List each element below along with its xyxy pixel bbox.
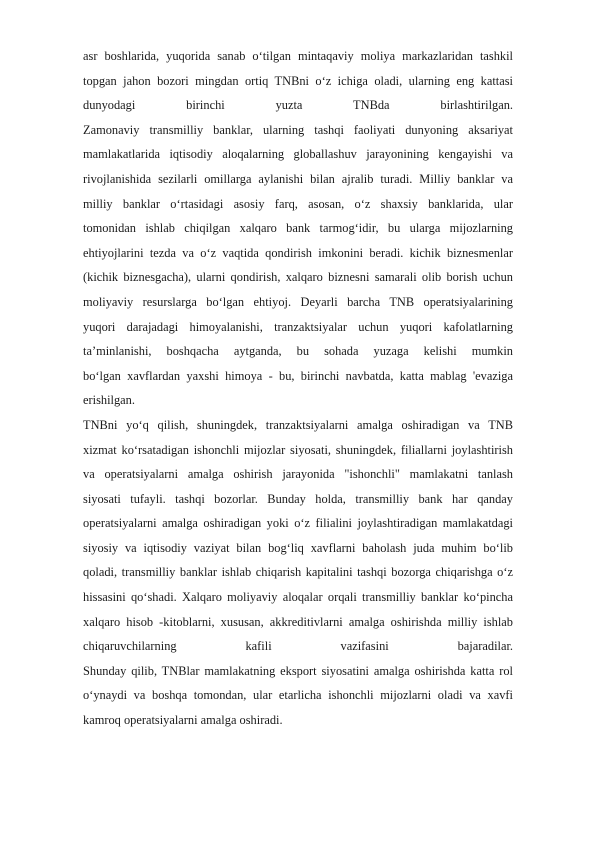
text-line: (kichik biznesgacha), ularni qondirish, xalqaro biznesni samarali olib borish uchun (83, 270, 513, 285)
text-line: qoladi, transmilliy banklar ishlab chiqarish kapitalini tashqi bozorga chiqarishga o‘z (83, 565, 513, 580)
text-line: xalqaro hisob -kitoblarni, xususan, akkreditivlarni amalga oshirishda milliy ishlab (83, 614, 513, 629)
text-line: xizmat ko‘rsatadigan ishonchli mijozlar siyosati, shuningdek, filiallarni joylashtirish (83, 442, 513, 457)
text-line: Shunday qilib, TNBlar mamlakatning eksport siyosatini amalga oshirishda katta rol (83, 663, 513, 678)
text-line: mamlakatlarida iqtisodiy aloqalarning globallashuv jarayonining kengayishi va (83, 147, 513, 162)
text-line: chiqaruvchilarning kafili vazifasini bajaradilar. (83, 639, 513, 654)
text-line: Zamonaviy transmilliy banklar, ularning tashqi faoliyati dunyoning aksariyat (83, 122, 513, 137)
text-line: rivojlanishida sezilarli omillarga aylanishi bilan ajralib turadi. Milliy banklar va (83, 171, 513, 186)
text-line: erishilgan. (83, 393, 135, 408)
body-text (83, 44, 513, 733)
text-line: operatsiyalarni amalga oshiradigan yoki o‘z filialini joylashtiradigan mamlakatdagi (83, 516, 513, 531)
text-line: tomonidan ishlab chiqilgan xalqaro bank tarmog‘idir, bu ularga mijozlarning (83, 221, 513, 236)
text-line: TNBni yo‘q qilish, shuningdek, tranzaktsiyalarni amalga oshiradigan va TNB (83, 417, 513, 432)
text-line: asr boshlarida, yuqorida sanab o‘tilgan mintaqaviy moliya markazlaridan tashkil (83, 49, 513, 63)
text-line: o‘ynaydi va boshqa tomondan, ular etarlicha ishonchli mijozlarni oladi va xavfi (83, 688, 513, 703)
text-line: milliy banklar o‘rtasidagi asosiy farq, asosan, o‘z shaxsiy banklarida, ular (83, 196, 513, 211)
text-line: ta’minlanishi, boshqacha aytganda, bu sohada yuzaga kelishi mumkin (83, 344, 513, 359)
text-line: siyosiy va iqtisodiy vaziyat bilan bog‘liq xavflarni baholash juda muhim bo‘lib (83, 540, 513, 555)
text-line: yuqori darajadagi himoyalanishi, tranzaktsiyalar uchun yuqori kafolatlarning (83, 319, 513, 334)
text-line: bo‘lgan xavflardan yaxshi himoya - bu, birinchi navbatda, katta mablag 'evaziga (83, 368, 513, 383)
text-line: dunyodagi birinchi yuzta TNBda birlashtirilgan. (83, 98, 513, 113)
text-line: va operatsiyalarni amalga oshirish jarayonida "ishonchli" mamlakatni tanlash (83, 467, 513, 482)
text-line: kamroq operatsiyalarni amalga oshiradi. (83, 713, 283, 728)
text-line: ehtiyojlarini tezda va o‘z vaqtida qondirish imkonini beradi. kichik biznesmenlar (83, 245, 513, 260)
text-line: topgan jahon bozori mingdan ortiq TNBni o‘z ichiga oladi, ularning eng kattasi (83, 73, 513, 88)
text-line: hissasini qo‘shadi. Xalqaro moliyaviy aloqalar orqali transmilliy banklar ko‘pincha (83, 590, 513, 605)
text-line: moliyaviy resurslarga bo‘lgan ehtiyoj. Deyarli barcha TNB operatsiyalarining (83, 294, 513, 309)
text-line: siyosati tufayli. tashqi bozorlar. Bunday holda, transmilliy bank har qanday (83, 491, 513, 506)
